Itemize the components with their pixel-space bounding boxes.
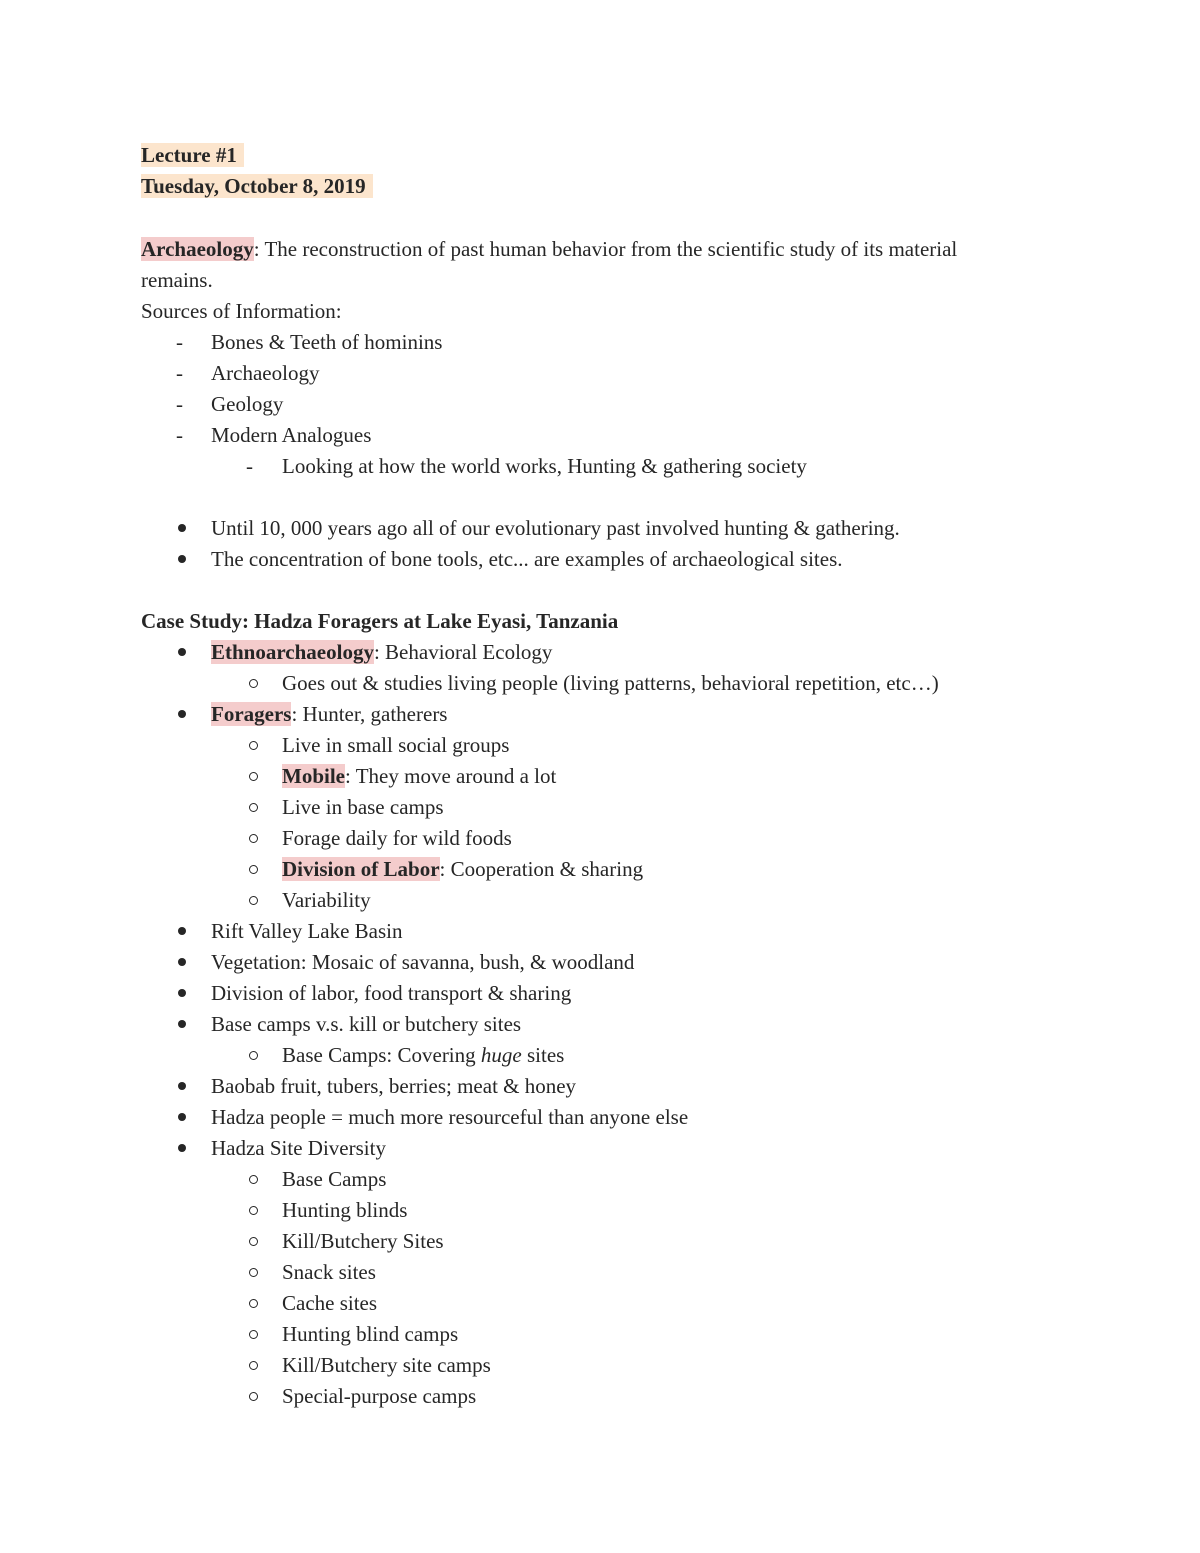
division-labor-text: Division of labor, food transport & sharing [211,981,572,1005]
lecture-number-text: Lecture #1 [141,143,244,167]
case-study-heading [141,606,618,637]
sources-heading-text: Sources of Information: [141,299,342,323]
diversity-item-text: Special-purpose camps [282,1384,477,1408]
diversity-item [282,1288,377,1319]
diversity-item-text: Base Camps [282,1167,387,1191]
ethno-sub-text: Goes out & studies living people (living patterns, behavioral repetition, etc…) [282,671,939,695]
dash-marker: - [246,454,253,478]
bullet-marker [178,699,186,730]
diversity-item-text: Snack sites [282,1260,376,1284]
dash-marker: - [176,423,183,447]
mobile-text: : They move around a lot [345,764,557,788]
basecamps-sub-pre: Base Camps: Covering [282,1043,481,1067]
definition-line-cont [141,265,213,296]
foragers-sub-text: Variability [282,888,371,912]
sources-heading [141,296,342,327]
foragers-term: Foragers [211,702,292,726]
foragers-sub-item [282,792,444,823]
diversity-item [282,1257,376,1288]
ethno-term: Ethnoarchaeology [211,640,374,664]
sources-item-text: Modern Analogues [211,423,372,447]
note-text: Until 10, 000 years ago all of our evolutionary past involved hunting & gathering. [211,516,900,540]
rift-text: Rift Valley Lake Basin [211,919,403,943]
circle-marker [249,823,258,854]
hadza-people-text: Hadza people = much more resourceful than anyone else [211,1105,689,1129]
ethno-sub-item [282,668,939,699]
ethno-item [211,637,552,668]
circle-marker [249,668,258,699]
diversity-item [282,1164,386,1195]
dash-marker: - [176,330,183,354]
diversity-item [282,1381,476,1412]
foragers-sub-item [282,823,512,854]
mobile-term: Mobile [282,764,345,788]
diversity-item [282,1319,458,1350]
diversity-item [282,1226,444,1257]
bullet-marker [178,1071,186,1102]
diversity-text: Hadza Site Diversity [211,1136,386,1160]
definition-text: : The reconstruction of past human behavior from the scientific study of its material [253,237,958,261]
basecamps-sub-item [282,1040,564,1071]
sources-item-text: Archaeology [211,361,320,385]
circle-marker [249,1040,258,1071]
foragers-sub-item [282,761,556,792]
case-study-item [211,916,403,947]
circle-marker [249,1288,258,1319]
ethno-text: : Behavioral Ecology [373,640,553,664]
sources-sub-item-text: Looking at how the world works, Hunting & gathering society [282,454,807,478]
bullet-marker [178,916,186,947]
bullet-marker [178,513,186,544]
circle-marker [249,1226,258,1257]
case-study-item [211,1102,688,1133]
case-study-item [211,947,634,978]
bullet-marker [178,1009,186,1040]
case-study-heading-text: Case Study: Hadza Foragers at Lake Eyasi, Tanzania [141,609,619,633]
division-term: Division of Labor [282,857,440,881]
dash-marker: - [176,361,183,385]
case-study-item [211,978,571,1009]
diversity-item-text: Kill/Butchery Sites [282,1229,444,1253]
lecture-date-text: Tuesday, October 8, 2019 [141,174,373,198]
circle-marker [249,1381,258,1412]
circle-marker [249,1350,258,1381]
foragers-sub-text: Live in base camps [282,795,444,819]
basecamps-sub-post: sites [521,1043,565,1067]
foragers-sub-item [282,885,371,916]
note-item [211,544,843,575]
baobab-text: Baobab fruit, tubers, berries; meat & honey [211,1074,577,1098]
sources-item [211,327,442,358]
bullet-marker [178,978,186,1009]
case-study-item [211,1009,521,1040]
foragers-sub-item [282,854,643,885]
foragers-sub-text: Live in small social groups [282,733,510,757]
vegetation-text: Vegetation: Mosaic of savanna, bush, & woodland [211,950,635,974]
definition-term: Archaeology [141,237,254,261]
foragers-sub-item [282,730,509,761]
dash-marker: - [176,392,183,416]
case-study-item [211,1133,386,1164]
foragers-item [211,699,447,730]
bullet-marker [178,544,186,575]
circle-marker [249,1319,258,1350]
basecamps-text: Base camps v.s. kill or butchery sites [211,1012,522,1036]
diversity-item-text: Kill/Butchery site camps [282,1353,491,1377]
definition-line [141,234,957,265]
note-text: The concentration of bone tools, etc... are examples of archaeological sites. [211,547,843,571]
definition-text-cont: remains. [141,268,213,292]
diversity-item-text: Cache sites [282,1291,378,1315]
bullet-marker [178,637,186,668]
circle-marker [249,885,258,916]
sources-sub-item [282,451,807,482]
circle-marker [249,792,258,823]
diversity-item-text: Hunting blinds [282,1198,408,1222]
sources-item-text: Geology [211,392,284,416]
diversity-item-text: Hunting blind camps [282,1322,459,1346]
bullet-marker [178,1133,186,1164]
circle-marker [249,730,258,761]
diversity-item [282,1195,407,1226]
circle-marker [249,761,258,792]
diversity-item [282,1350,491,1381]
circle-marker [249,854,258,885]
foragers-text: : Hunter, gatherers [291,702,448,726]
sources-item [211,358,319,389]
sources-item [211,420,371,451]
note-item [211,513,900,544]
circle-marker [249,1257,258,1288]
lecture-date [141,171,373,202]
case-study-item [211,1071,576,1102]
sources-item [211,389,283,420]
division-text: : Cooperation & sharing [439,857,644,881]
sources-item-text: Bones & Teeth of hominins [211,330,443,354]
bullet-marker [178,947,186,978]
circle-marker [249,1164,258,1195]
lecture-number [141,140,244,171]
bullet-marker [178,1102,186,1133]
basecamps-sub-emphasis: huge [480,1043,522,1067]
circle-marker [249,1195,258,1226]
foragers-sub-text: Forage daily for wild foods [282,826,512,850]
